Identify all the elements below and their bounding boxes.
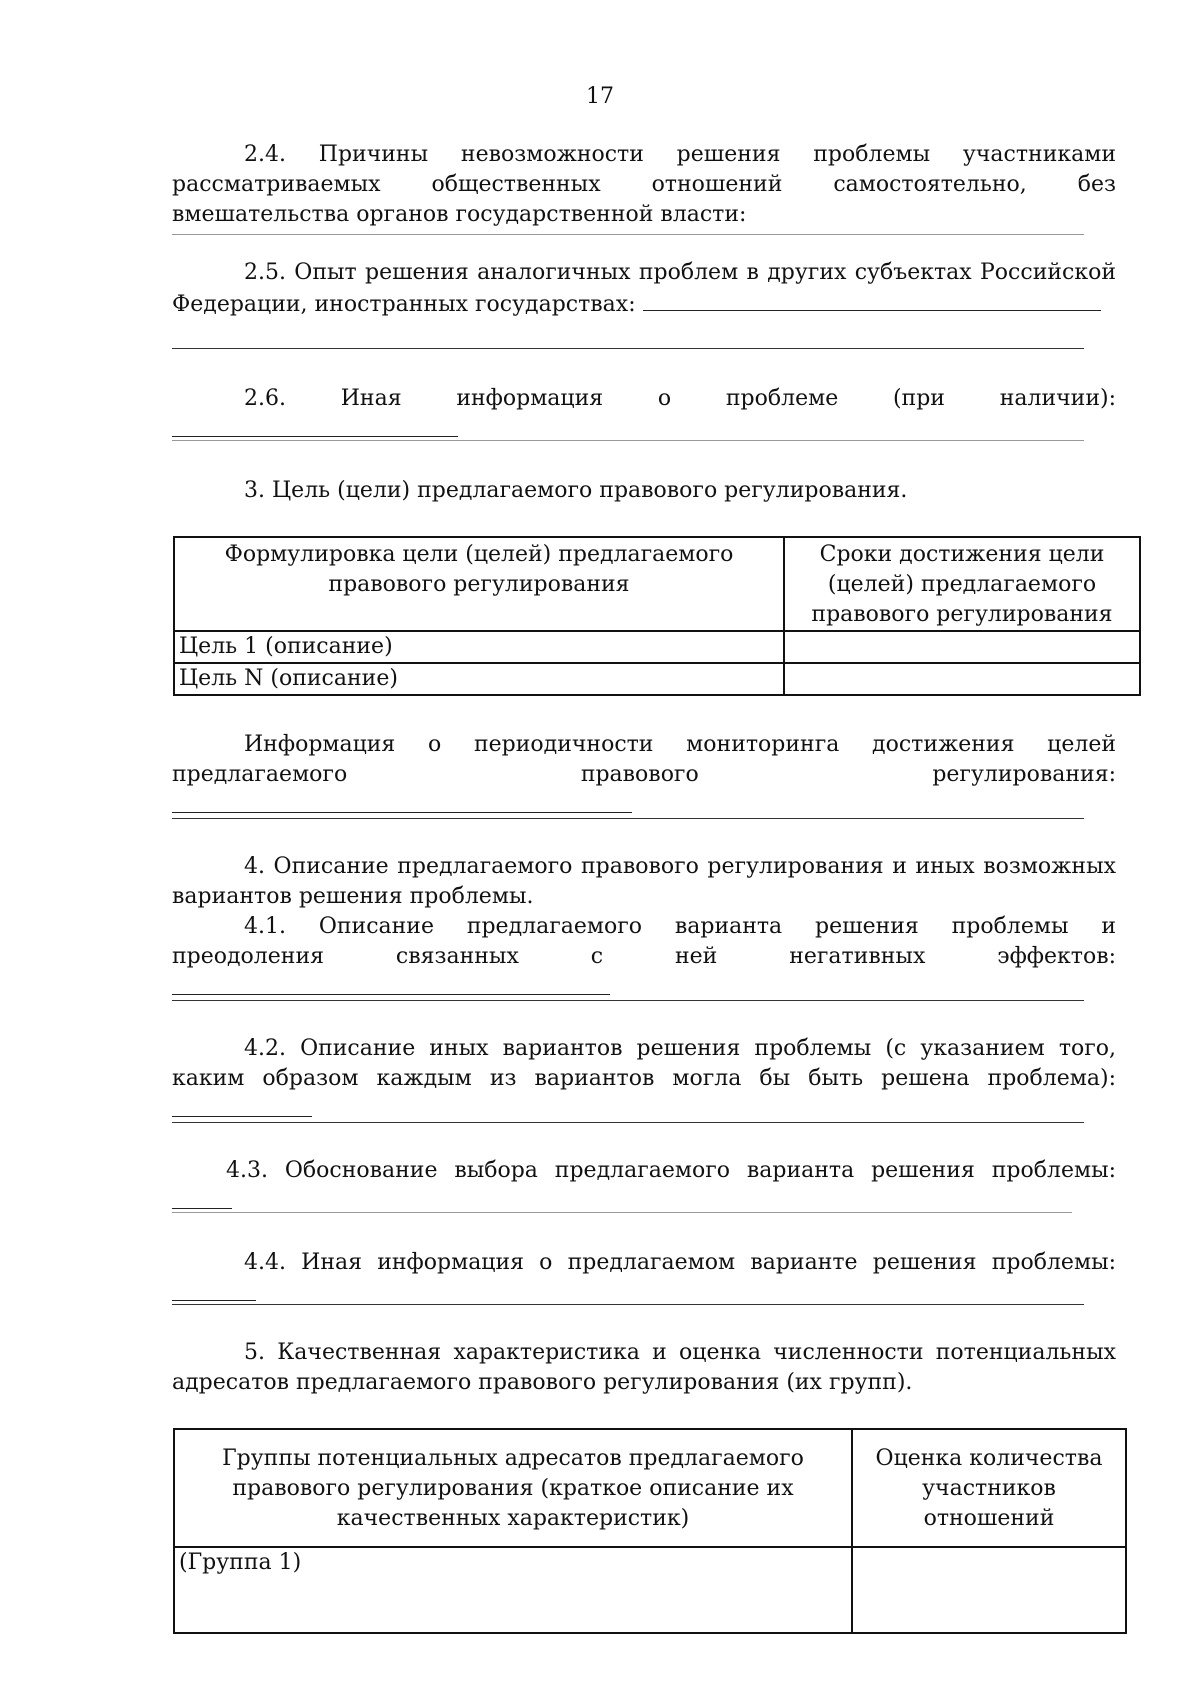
section-4-3-text: 4.3. Обоснование выбора предлагаемого варианта решения проблемы: — [226, 1158, 1116, 1183]
section-5-heading: 5. Качественная характеристика и оценка численности потенциальных адресатов предлагаемого правового регулирования (их групп). — [172, 1340, 1116, 1395]
section-4-1 — [172, 912, 1116, 1004]
section-4-4-text: 4.4. Иная информация о предлагаемом варианте решения проблемы: — [244, 1250, 1116, 1275]
section-4-4 — [172, 1248, 1116, 1310]
page-number: 17 — [586, 84, 614, 109]
groups-table — [173, 1428, 1127, 1634]
section-2-4: 2.4. Причины невозможности решения проблемы участниками рассматриваемых общественных отношений самостоятельно, без вмешательства органов государственной власти: — [172, 142, 1116, 227]
section-2-5-text: 2.5. Опыт решения аналогичных проблем в других субъектах Российской Федерации, иностранных государствах: — [172, 260, 1116, 317]
answer-line-4-3[interactable] — [172, 1212, 1072, 1213]
groups-col2-header: Оценка количества участников отношений — [852, 1429, 1126, 1547]
table-row — [174, 631, 1140, 663]
goal-cell[interactable]: Цель 1 (описание) — [174, 631, 784, 663]
groups-table-header — [174, 1429, 1126, 1547]
answer-line-monitoring[interactable] — [172, 818, 1084, 819]
deadline-cell[interactable] — [784, 631, 1140, 663]
answer-field-4-3[interactable] — [172, 1186, 232, 1209]
groups-col1-header: Группы потенциальных адресатов предлагаемого правового регулирования (краткое описание их качественных характеристик) — [174, 1429, 852, 1547]
goals-col2-header: Сроки достижения цели (целей) предлагаемого правового регулирования — [784, 537, 1140, 631]
section-4-2 — [172, 1034, 1116, 1126]
section-4-1-text: 4.1. Описание предлагаемого варианта решения проблемы и преодоления связанных с ней негативных эффектов: — [172, 914, 1116, 969]
table-row — [174, 1547, 1126, 1633]
answer-line-2-6[interactable] — [172, 440, 1084, 441]
section-3-heading: 3. Цель (цели) предлагаемого правового регулирования. — [244, 478, 908, 503]
goals-table-header — [174, 537, 1140, 631]
answer-field-4-2[interactable] — [172, 1094, 312, 1117]
section-4-3 — [172, 1156, 1116, 1218]
answer-line-4-4[interactable] — [172, 1304, 1084, 1305]
answer-line-2-4[interactable] — [172, 234, 1084, 235]
answer-field-monitoring[interactable] — [172, 790, 632, 813]
estimate-cell[interactable] — [852, 1547, 1126, 1633]
answer-field-2-6[interactable] — [172, 414, 458, 437]
answer-field-4-4[interactable] — [172, 1278, 256, 1301]
section-2-6 — [172, 384, 1116, 446]
section-4-2-text: 4.2. Описание иных вариантов решения проблемы (с указанием того, каким образом каждым из вариантов могла бы быть решена проблема): — [172, 1036, 1116, 1091]
deadline-cell[interactable] — [784, 663, 1140, 695]
goals-table — [173, 536, 1141, 696]
table-row — [174, 663, 1140, 695]
monitoring-info-text: Информация о периодичности мониторинга достижения целей предлагаемого правового регулирования: — [172, 732, 1116, 787]
group-cell[interactable]: (Группа 1) — [174, 1547, 852, 1633]
answer-field-2-5[interactable] — [643, 288, 1101, 311]
goals-col1-header: Формулировка цели (целей) предлагаемого правового регулирования — [174, 537, 784, 631]
monitoring-info — [172, 730, 1116, 822]
goal-cell[interactable]: Цель N (описание) — [174, 663, 784, 695]
answer-line-4-1[interactable] — [172, 1000, 1084, 1001]
answer-line-4-2[interactable] — [172, 1122, 1084, 1123]
section-2-5 — [172, 258, 1116, 320]
answer-line-2-5[interactable] — [172, 348, 1084, 349]
section-4-heading: 4. Описание предлагаемого правового регулирования и иных возможных вариантов решения проблемы. — [172, 854, 1116, 909]
section-2-6-text: 2.6. Иная информация о проблеме (при наличии): — [244, 386, 1116, 411]
answer-field-4-1[interactable] — [172, 972, 610, 995]
